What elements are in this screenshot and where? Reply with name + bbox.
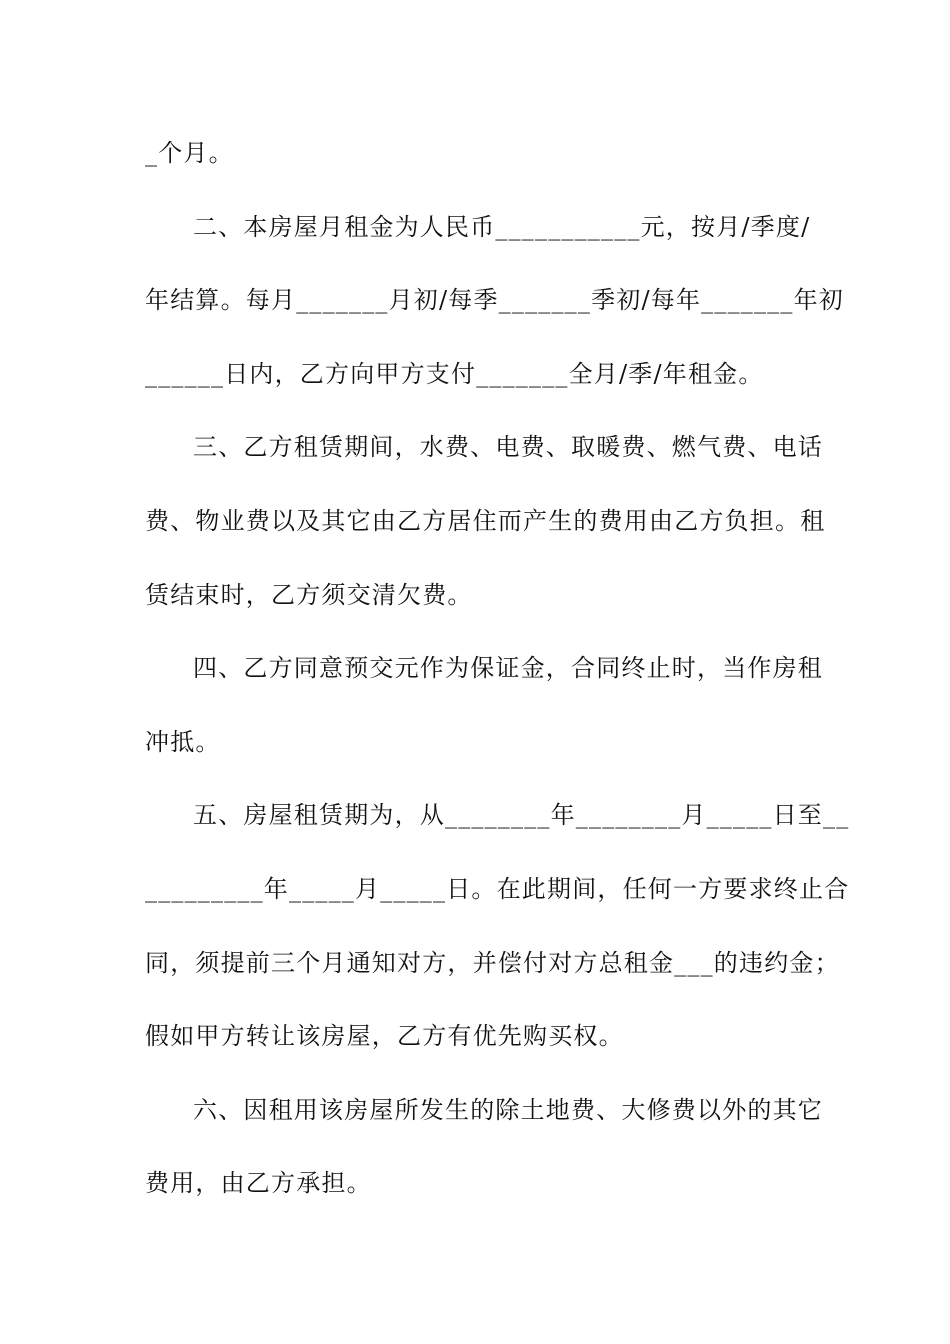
clause-4-line-2: 冲抵。: [145, 727, 221, 756]
clause-5-line-2: _________年_____月_____日。在此期间，任何一方要求终止合: [145, 874, 850, 903]
clause-3-line-2: 费、物业费以及其它由乙方居住而产生的费用由乙方负担。租: [145, 506, 826, 535]
clause-5-line-3: 同，须提前三个月通知对方，并偿付对方总租金___的违约金；: [145, 948, 840, 977]
clause-2-line-3: ______日内，乙方向甲方支付_______全月/季/年租金。: [145, 359, 764, 388]
document-body: [145, 128, 850, 1232]
clause-4-line-1: 四、乙方同意预交元作为保证金，合同终止时，当作房租: [193, 654, 823, 683]
clause-5-line-1: 五、房屋租赁期为，从________年________月_____日至__: [193, 801, 850, 830]
clause-2-line-2: 年结算。每月_______月初/每季_______季初/每年_______年初: [145, 286, 844, 315]
text-line: _个月。: [145, 139, 234, 167]
clause-3-line-3: 赁结束时，乙方须交清欠费。: [145, 580, 473, 609]
clause-6-line-2: 费用，由乙方承担。: [145, 1169, 372, 1198]
clause-6-line-1: 六、因租用该房屋所发生的除土地费、大修费以外的其它: [193, 1095, 823, 1124]
clause-3-line-1: 三、乙方租赁期间，水费、电费、取暖费、燃气费、电话: [193, 433, 823, 462]
clause-5-line-4: 假如甲方转让该房屋，乙方有优先购买权。: [145, 1022, 624, 1051]
clause-2-line-1: 二、本房屋月租金为人民币___________元，按月/季度/: [193, 212, 811, 241]
